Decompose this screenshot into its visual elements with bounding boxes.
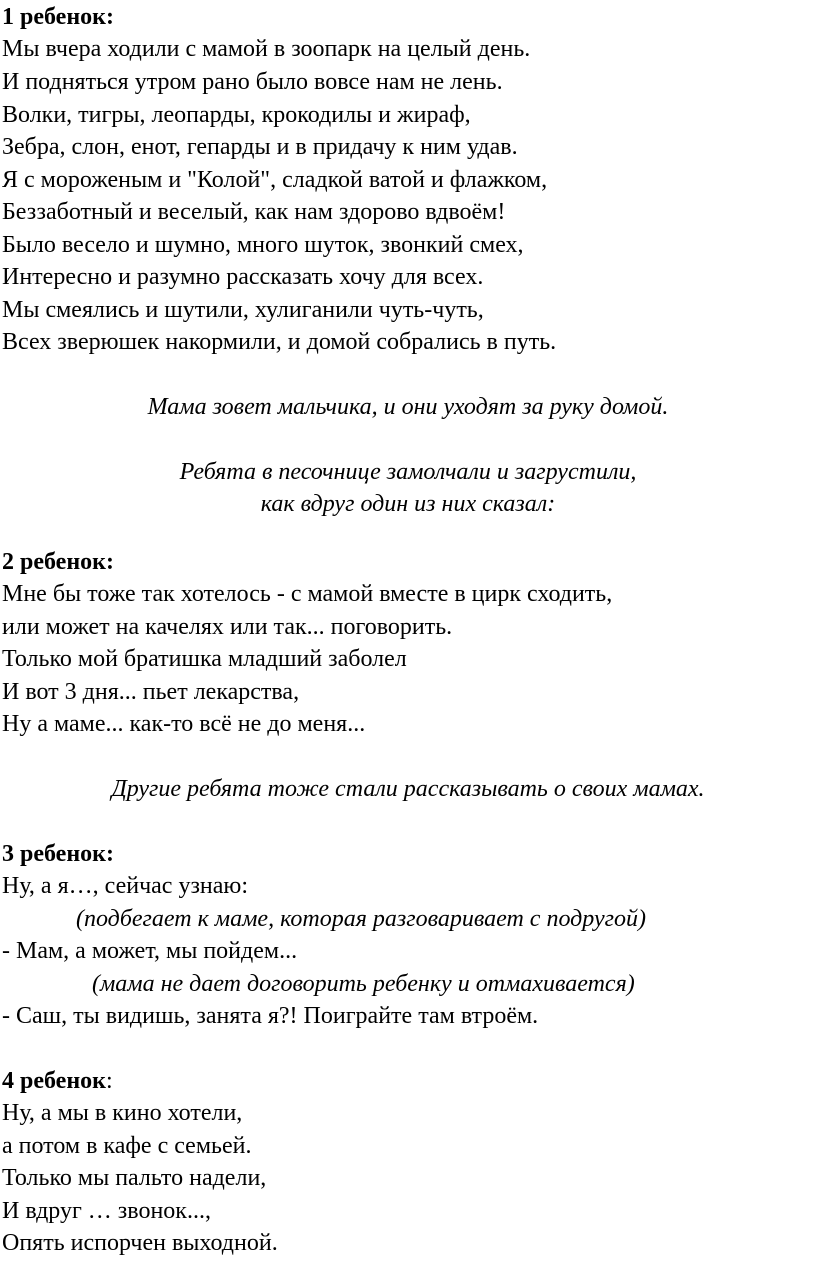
speaker-4-colon: : <box>106 1068 113 1094</box>
speaker-4-heading <box>2 1066 113 1096</box>
verse-line: Опять испорчен выходной. <box>2 1230 278 1256</box>
verse-line: Ну а маме... как-то всё не до меня... <box>2 711 366 737</box>
verse-line: Интересно и разумно рассказать хочу для всех. <box>2 264 484 290</box>
verse-line: Было весело и шумно, много шуток, звонкий смех, <box>2 232 524 258</box>
stage-direction: Мама зовет мальчика, и они уходят за руку домой. <box>147 394 669 420</box>
verse-line: Беззаботный и веселый, как нам здорово вдвоём! <box>2 199 506 225</box>
verse-line: - Саш, ты видишь, занята я?! Поиграйте там втроём. <box>2 1003 539 1029</box>
speaker-4-name: 4 ребенок <box>2 1068 106 1094</box>
verse-line: Всех зверюшек накормили, и домой собрались в путь. <box>2 329 557 355</box>
verse-line: И вдруг … звонок..., <box>2 1198 211 1224</box>
verse-line: Мы вчера ходили с мамой в зоопарк на целый день. <box>2 36 531 62</box>
verse-line: Только мой братишка младший заболел <box>2 646 407 672</box>
verse-line: а потом в кафе с семьей. <box>2 1133 252 1159</box>
verse-line: Только мы пальто надели, <box>2 1165 267 1191</box>
verse-line: Ну, а я…, сейчас узнаю: <box>2 873 249 899</box>
speaker-2-heading: 2 ребенок: <box>2 549 114 575</box>
stage-direction: как вдруг один из них сказал: <box>260 491 556 517</box>
verse-line: Я с мороженым и "Колой", сладкой ватой и флажком, <box>2 167 548 193</box>
verse-line: или может на качелях или так... поговорить. <box>2 614 453 640</box>
verse-line: И вот 3 дня... пьет лекарства, <box>2 679 300 705</box>
verse-line: Мы смеялись и шутили, хулиганили чуть-чуть, <box>2 297 484 323</box>
speaker-1-heading: 1 ребенок: <box>2 4 114 30</box>
verse-line: - Мам, а может, мы пойдем... <box>2 938 298 964</box>
verse-line: Ну, а мы в кино хотели, <box>2 1100 243 1126</box>
verse-line: Мне бы тоже так хотелось - с мамой вместе в цирк сходить, <box>2 581 613 607</box>
verse-line: И подняться утром рано было вовсе нам не лень. <box>2 69 503 95</box>
stage-aside: (мама не дает договорить ребенку и отмахивается) <box>92 971 635 997</box>
verse-line: Зебра, слон, енот, гепарды и в придачу к ним удав. <box>2 134 518 160</box>
stage-aside: (подбегает к маме, которая разговаривает с подругой) <box>76 906 646 932</box>
stage-direction: Ребята в песочнице замолчали и загрустили, <box>179 459 637 485</box>
speaker-3-heading: 3 ребенок: <box>2 841 114 867</box>
stage-direction: Другие ребята тоже стали рассказывать о своих мамах. <box>111 776 705 802</box>
verse-line: Волки, тигры, леопарды, крокодилы и жираф, <box>2 102 471 128</box>
